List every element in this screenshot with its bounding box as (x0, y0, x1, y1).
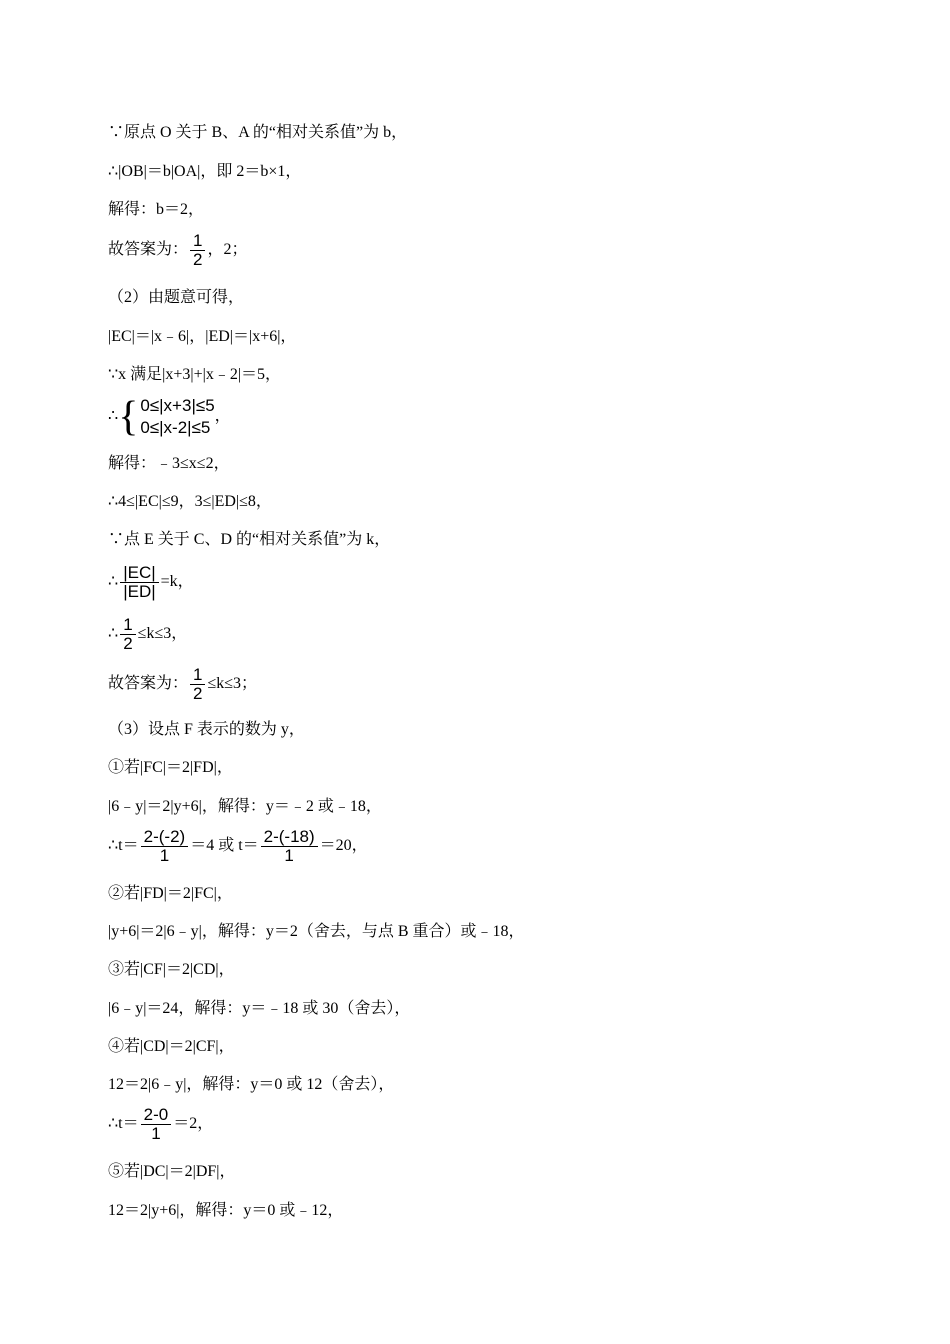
line-26: ⑤若|DC|＝2|DF|， (108, 1163, 236, 1180)
line-10: ∴4≤|EC|≤9，3≤|ED|≤8， (108, 493, 272, 510)
line-1: ∵原点 O 关于 B、A 的“相对关系值”为 b， (108, 124, 408, 141)
line-4: 故答案为： $\frac{1}{2}$ ，2； (108, 231, 248, 269)
line-3: 解得：b＝2， (108, 201, 205, 218)
fraction: $\frac{|EC|}{|ED|}$ (120, 564, 158, 601)
line-25: ∴t＝ $\frac{2-0}{1}$ ＝2， (108, 1105, 214, 1143)
line-27: 12＝2|y+6|，解得：y＝0 或﹣12， (108, 1202, 344, 1219)
line-2: ∴|OB|＝b|OA|，即 2＝b×1， (108, 163, 302, 180)
line-20: |y+6|＝2|6﹣y|，解得：y＝2（舍去，与点 B 重合）或﹣18， (108, 923, 525, 940)
inequality-system: { 0≤|x+3|≤5 0≤|x-2|≤5 (118, 394, 215, 440)
line-16: ①若|FC|＝2|FD|， (108, 759, 233, 776)
line-14: 故答案为： $\frac{1}{2}$ ≤k≤3； (108, 665, 258, 703)
line-23: ④若|CD|＝2|CF|， (108, 1038, 235, 1055)
line-11: ∵点 E 关于 C、D 的“相对关系值”为 k， (108, 531, 391, 548)
fraction: $\frac{2-(-2)}{1}$ (141, 828, 189, 865)
line-21: ③若|CF|＝2|CD|， (108, 961, 235, 978)
line-5: （2）由题意可得， (108, 289, 245, 306)
fraction: $\frac{2-(-18)}{1}$ (261, 828, 318, 865)
line-7: ∵x 满足|x+3|+|x﹣2|＝5， (108, 366, 282, 383)
fraction: $\frac{1}{2}$ (190, 232, 205, 269)
line-13: ∴ $\frac{1}{2}$ ≤k≤3， (108, 615, 188, 653)
line-22: |6﹣y|＝24，解得：y＝﹣18 或 30（舍去）， (108, 1000, 411, 1017)
line-17: |6﹣y|＝2|y+6|，解得：y＝﹣2 或﹣18， (108, 798, 382, 815)
line-9: 解得：﹣3≤x≤2， (108, 455, 230, 472)
fraction: $\frac{2-0}{1}$ (141, 1106, 172, 1143)
fraction: $\frac{1}{2}$ (120, 616, 135, 653)
line-15: （3）设点 F 表示的数为 y， (108, 721, 305, 738)
line-12: ∴ $\frac{|EC|}{|ED|}$ =k， (108, 563, 194, 601)
line-8: ∴ { 0≤|x+3|≤5 0≤|x-2|≤5 ， (108, 394, 231, 440)
line-19: ②若|FD|＝2|FC|， (108, 885, 233, 902)
line-24: 12＝2|6﹣y|，解得：y＝0 或 12（舍去）， (108, 1076, 395, 1093)
fraction: $\frac{1}{2}$ (190, 666, 205, 703)
line-6: |EC|＝|x﹣6|，|ED|＝|x+6|， (108, 328, 297, 345)
line-18: ∴t＝ $\frac{2-(-2)}{1}$ ＝4 或 t＝ $\frac{2-(-18)}{1}$ ＝20， (108, 827, 368, 865)
